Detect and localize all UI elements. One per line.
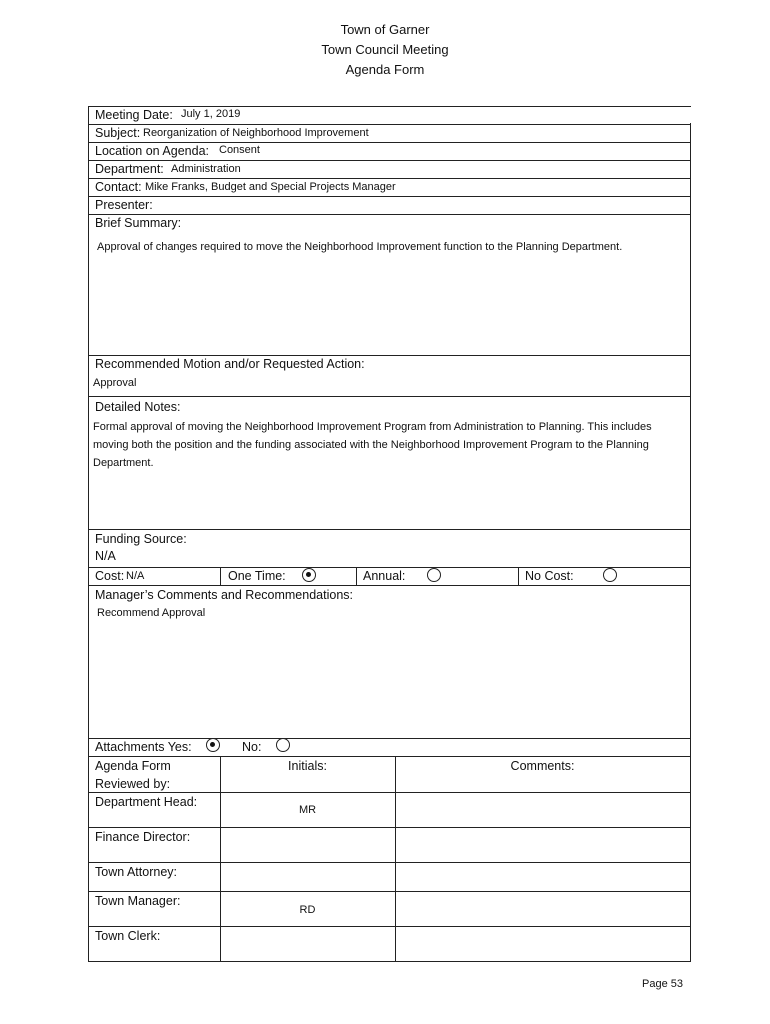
annual-label: Annual:	[363, 569, 406, 583]
review-row-role: Department Head:	[95, 795, 198, 809]
attachments-no-radio[interactable]	[276, 738, 290, 752]
page-number: Page 53	[642, 978, 683, 990]
detailed-notes-text: Formal approval of moving the Neighborhood Improvement Program from Administration to Planning. This includes moving both the position and the funding associated with the Neighborhood Improvement Program to the Planning Department.	[93, 421, 652, 469]
location-label: Location on Agenda:	[95, 144, 209, 158]
cost-value: N/A	[126, 570, 145, 582]
review-row-role: Town Clerk:	[95, 929, 161, 943]
review-row-role: Town Manager:	[95, 894, 181, 908]
attachments-yes-radio[interactable]	[206, 738, 220, 752]
review-row-role: Finance Director:	[95, 830, 191, 844]
header-form: Agenda Form	[345, 62, 425, 77]
attachments-yes-label: Attachments Yes:	[95, 740, 192, 754]
meeting-date-label: Meeting Date:	[95, 108, 173, 122]
department-value: Administration	[171, 163, 241, 175]
cost-label: Cost:	[95, 569, 125, 583]
review-row-role: Town Attorney:	[95, 865, 177, 879]
funding-source-value: N/A	[95, 549, 116, 563]
subject-label: Subject:	[95, 126, 141, 140]
brief-summary-text: Approval of changes required to move the Neighborhood Improvement function to the Planning Department.	[97, 241, 623, 253]
contact-label: Contact:	[95, 180, 142, 194]
department-label: Department:	[95, 162, 164, 176]
one-time-label: One Time:	[228, 569, 286, 583]
initials-header: Initials:	[288, 759, 327, 773]
detailed-notes-label: Detailed Notes:	[95, 400, 181, 414]
contact-value: Mike Franks, Budget and Special Projects Manager	[145, 181, 396, 193]
header-town: Town of Garner	[340, 22, 430, 37]
meeting-date-value: July 1, 2019	[181, 108, 241, 120]
no-cost-radio[interactable]	[603, 568, 617, 582]
presenter-label: Presenter:	[95, 198, 153, 212]
brief-summary-label: Brief Summary:	[95, 216, 182, 230]
review-header-line2: Reviewed by:	[95, 777, 171, 791]
recommended-motion-label: Recommended Motion and/or Requested Action:	[95, 357, 365, 371]
one-time-radio[interactable]	[302, 568, 316, 582]
comments-header: Comments:	[510, 759, 575, 773]
header-meeting: Town Council Meeting	[321, 42, 449, 57]
location-value: Consent	[219, 144, 260, 156]
attachments-no-label: No:	[242, 740, 262, 754]
no-cost-label: No Cost:	[525, 569, 574, 583]
subject-value: Reorganization of Neighborhood Improvement	[143, 127, 369, 139]
funding-source-label: Funding Source:	[95, 532, 187, 546]
review-row-initials: MR	[298, 804, 317, 816]
recommended-motion-text: Approval	[93, 377, 137, 389]
review-row-initials: RD	[299, 904, 316, 916]
review-header-line1: Agenda Form	[95, 759, 171, 773]
managers-comments-label: Manager’s Comments and Recommendations:	[95, 588, 353, 602]
managers-comments-text: Recommend Approval	[97, 607, 206, 619]
annual-radio[interactable]	[427, 568, 441, 582]
